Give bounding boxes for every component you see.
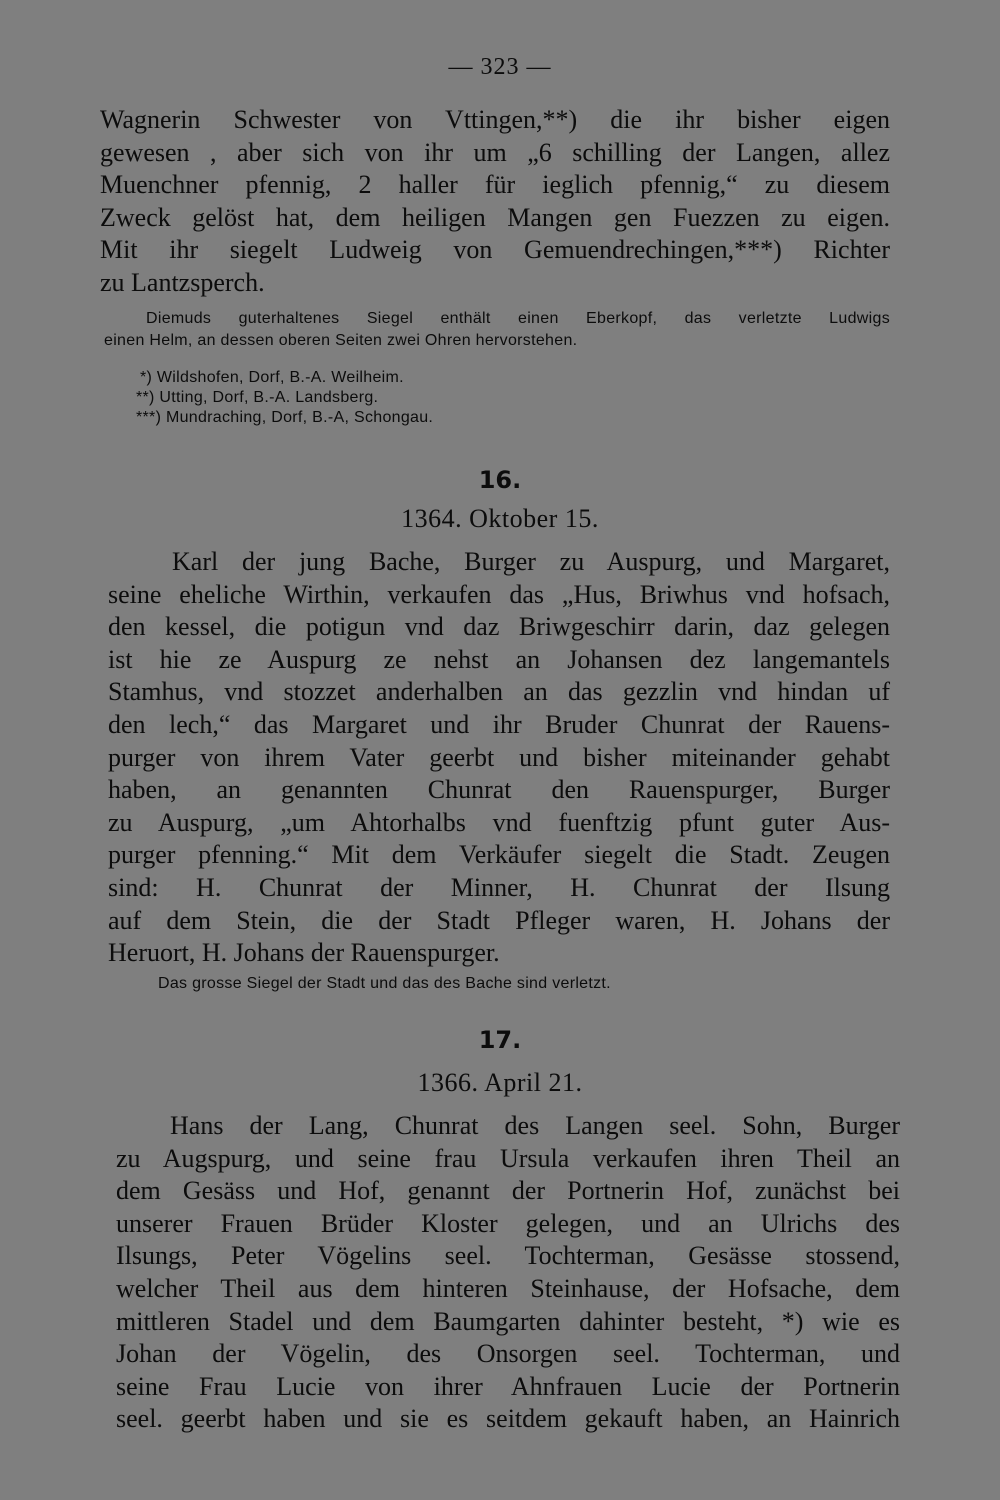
- entry-number: 16.: [478, 466, 522, 494]
- text-line: Heruort, H. Johans der Rauenspurger.: [108, 938, 500, 968]
- text-line: auf dem Stein, die der Stadt Pfleger waren, H. Johans der: [108, 905, 890, 935]
- text-line: zu Auspurg, „um Ahtorhalbs vnd fuenftzig pfunt guter Aus-: [108, 807, 890, 837]
- text-line: Muenchner pfennig, 2 haller für ieglich pfennig,“ zu diesem: [100, 170, 890, 200]
- text-line: Johan der Vögelin, des Onsorgen seel. Tochterman, und: [116, 1339, 900, 1369]
- text-line: gewesen , aber sich von ihr um „6 schilling der Langen, allez: [100, 137, 890, 167]
- entry-17-text: [116, 1110, 900, 1436]
- entry-16-seal-note: [158, 974, 858, 994]
- text-line: seine eheliche Wirthin, verkaufen das „Hus, Briwhus vnd hofsach,: [108, 579, 890, 609]
- seal-note-line: Diemuds guterhaltenes Siegel enthält einen Eberkopf, das verletzte Ludwigs: [146, 310, 890, 327]
- text-line: seine Frau Lucie von ihrer Ahnfrauen Lucie der Portnerin: [116, 1371, 900, 1401]
- text-line: Zweck gelöst hat, dem heiligen Mangen gen Fuezzen zu eigen.: [100, 202, 890, 232]
- entry-16-text: [108, 546, 890, 970]
- entry-number: 17.: [478, 1026, 522, 1054]
- seal-note-line: Das grosse Siegel der Stadt und das des Bache sind verletzt.: [158, 975, 611, 992]
- entry-15-seal-note: [104, 308, 890, 352]
- text-line: seel. geerbt haben und sie es seitdem gekauft haben, an Hainrich: [116, 1404, 900, 1434]
- text-line: dem Gesäss und Hof, genannt der Portnerin Hof, zunächst bei: [116, 1176, 900, 1206]
- entry-date: 1364. Oktober 15.: [401, 504, 599, 533]
- text-line: den lech,“ das Margaret und ihr Bruder Chunrat der Rauens-: [108, 709, 890, 739]
- footnotes: [136, 368, 926, 428]
- text-line: mittleren Stadel und dem Baumgarten dahinter besteht, *) wie es: [116, 1306, 900, 1336]
- footnote: *) Wildshofen, Dorf, B.-A. Weilheim.: [140, 369, 404, 386]
- text-line: unserer Frauen Brüder Kloster gelegen, und an Ulrichs des: [116, 1208, 900, 1238]
- seal-note-line: einen Helm, an dessen oberen Seiten zwei Ohren hervorstehen.: [104, 332, 578, 349]
- entry-15-text: [100, 104, 890, 300]
- text-line: zu Augspurg, und seine frau Ursula verkaufen ihren Theil an: [116, 1143, 900, 1173]
- text-line: sind: H. Chunrat der Minner, H. Chunrat der Ilsung: [108, 872, 890, 902]
- text-line: purger pfenning.“ Mit dem Verkäufer siegelt die Stadt. Zeugen: [108, 840, 890, 870]
- footnote: ***) Mundraching, Dorf, B.-A, Schongau.: [136, 409, 434, 426]
- text-line: purger von ihrem Vater geerbt und bisher miteinander gehabt: [108, 742, 890, 772]
- text-line: Hans der Lang, Chunrat des Langen seel. Sohn, Burger: [170, 1111, 900, 1140]
- text-line: Stamhus, vnd stozzet anderhalben an das gezzlin vnd hindan uf: [108, 677, 890, 707]
- text-line: Mit ihr siegelt Ludweig von Gemuendrechingen,***) Richter: [100, 235, 890, 265]
- text-line: zu Lantzsperch.: [100, 267, 265, 297]
- text-line: den kessel, die potigun vnd daz Briwgeschirr darin, daz gelegen: [108, 612, 890, 642]
- text-line: welcher Theil aus dem hinteren Steinhause, der Hofsache, dem: [116, 1273, 900, 1303]
- entry-date: 1366. April 21.: [417, 1068, 583, 1097]
- page-number: — 323 —: [448, 54, 552, 80]
- footnote: **) Utting, Dorf, B.-A. Landsberg.: [136, 389, 379, 406]
- text-line: Karl der jung Bache, Burger zu Auspurg, und Margaret,: [172, 547, 890, 576]
- text-line: Wagnerin Schwester von Vttingen,**) die ihr bisher eigen: [100, 105, 890, 134]
- text-line: ist hie ze Auspurg ze nehst an Johansen dez langemantels: [108, 644, 890, 674]
- text-line: haben, an genannten Chunrat den Rauenspurger, Burger: [108, 775, 890, 805]
- text-line: Ilsungs, Peter Vögelins seel. Tochterman, Gesässe stossend,: [116, 1241, 900, 1271]
